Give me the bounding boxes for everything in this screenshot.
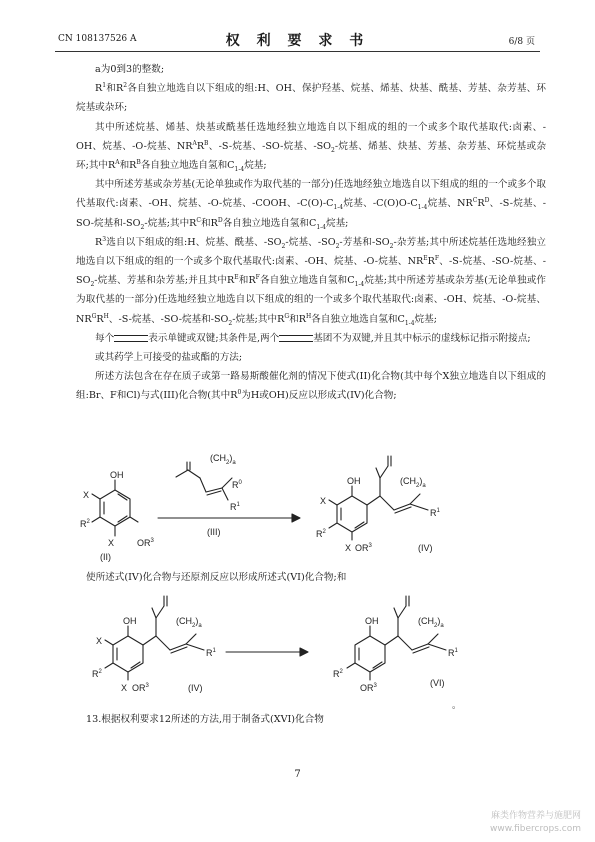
para-method-step-1: 所述方法包含在存在质子或第一路易斯酸催化剂的情况下使式(II)化合物(其中每个X独立地选自以下组成的组:Br、F和Cl)与式(III)化合物(其中$R^0$为H或OH)反应以形成式(IV)化合物; [76,371,546,402]
label-x: X [345,543,352,553]
label-ch2a: $(CH_2)_a$ [176,616,202,629]
label-or: $OR^3$ [355,543,372,553]
label-or: $OR^3$ [132,683,149,693]
label-or: $OR^3$ [360,683,377,693]
para-salt-or-ester: 或其药学上可接受的盐或酯的方法; [95,352,243,364]
doc-number: CN 108137526 A [58,34,137,44]
label-VI: (VI) [430,678,445,688]
label-r1: $R^1$ [206,648,216,658]
compound-III-structure [176,462,232,500]
page-title: 权 利 要 求 书 [225,33,370,49]
label-r: $R^2$ [333,669,343,679]
para-aryl-substituents: 其中所述芳基或杂芳基(无论单独或作为取代基的一部分)任选地经独立地选自以下组成的组的一个或多个取代基取代:卤素、-OH、烷基、-O-烷基、-COOH、$-C(O)-C_{1-4}$烷基、$-C(O)O-C_{1-4}$烷基、$NR^CR^D$、-S-烷基、-SO-烷基和$-SO_2-$烷基;其中$R^C$和$R^D$各自独立地选自氢和$C_{1-4}$烷基; [76,179,546,231]
compound-VI-structure [347,596,446,680]
label-ch2a: $(CH_2)_a$ [210,453,236,466]
label-x: X [108,538,115,548]
label-r: $R^2$ [316,529,326,539]
label-r1: $R^1$ [230,502,240,512]
page-of: 6/8 页 [508,37,535,47]
para-alkyl-substituents: 其中所述烷基、烯基、炔基或酰基任选地经独立地选自以下组成的组的一个或多个取代基取代:卤素、-OH、烷基、-O-烷基、$NR^AR^B$、-S-烷基、-SO-烷基、$-SO_2-$烷基、烯基、炔基、芳基、杂芳基、环烷基或杂环;其中$R^A$和$R^B$各自独立地选自氢和$C_{1-4}$烷基; [76,121,546,173]
compound-IV-structure [329,456,428,540]
label-r: $R^2$ [92,669,102,679]
watermark: 麻类作物营养与施肥网 www.fibercrops.com [490,811,581,834]
label-x: X [96,636,103,646]
label-ch2a: $(CH_2)_a$ [400,476,426,489]
label-x: X [320,496,327,506]
label-x: X [83,490,90,500]
label-IV: (IV) [418,543,433,553]
label-ch2a: $(CH_2)_a$ [418,616,444,629]
label-IV: (IV) [188,683,203,693]
label-III: (III) [207,527,221,537]
claim-13: 13.根据权利要求12所述的方法,用于制备式(XVI)化合物 [86,714,324,725]
label-x: X [121,683,128,693]
label-oh: OH [110,470,124,480]
label-oh: OH [347,476,361,486]
para-a-range: a为0到3的整数; [95,64,165,75]
arrowhead-2 [300,648,308,656]
label-r: $R^2$ [80,519,90,529]
end-dot: 。 [452,700,462,710]
para-bond-definition: 每个 表示单键或双键;其条件是,两个 基团不为双键,并且其中标示的虚线标记指示附接点; [95,332,531,344]
para-r3: $R^3$选自以下组成的组:H、烷基、酰基、$-SO_2-$烷基、$-SO_2-$芳基和$-SO_2-$杂芳基;其中所述烷基任选地经独立地选自以下组成的组的一个或多个取代基取代:卤素、-OH、烷基、-O-烷基、$NR^ER^F$、-S-烷基、-SO-烷基、$-SO_2-$烷基、芳基和杂芳基;并且其中$R^E$和$R^F$各自独立地选自氢和$C_{1-4}$烷基;其中所述芳基或杂芳基(无论单独或作为取代基的一部分)任选地经独立地选自以下组成的组的一个或多个取代基取代:卤素、-OH、烷基、-O-烷基、$NR^GR^H$、-S-烷基、-SO-烷基和$-SO_2-$烷基;其中$R^G$和$R^H$各自独立地选自氢和$C_{1-4}$烷基; [76,235,547,327]
label-r1: $R^1$ [448,648,458,658]
label-II: (II) [100,552,111,562]
compound-II-structure [92,480,138,536]
label-oh: OH [365,616,379,626]
page-number: 7 [294,769,301,780]
label-oh: OH [123,616,137,626]
arrowhead [292,514,300,522]
para-r1-r2: $R^1$和$R^2$各自独立地选自以下组成的组:H、OH、保护羟基、烷基、烯基、炔基、酰基、芳基、杂芳基、环烷基或杂环; [76,82,546,114]
label-r1: $R^1$ [430,508,440,518]
para-method-step-2: 使所述式(IV)化合物与还原剂反应以形成所述式(VI)化合物;和 [86,572,347,583]
label-r0: $R^0$ [232,480,242,490]
compound-IV-structure-2 [105,596,204,680]
label-or: $OR^3$ [137,538,154,548]
